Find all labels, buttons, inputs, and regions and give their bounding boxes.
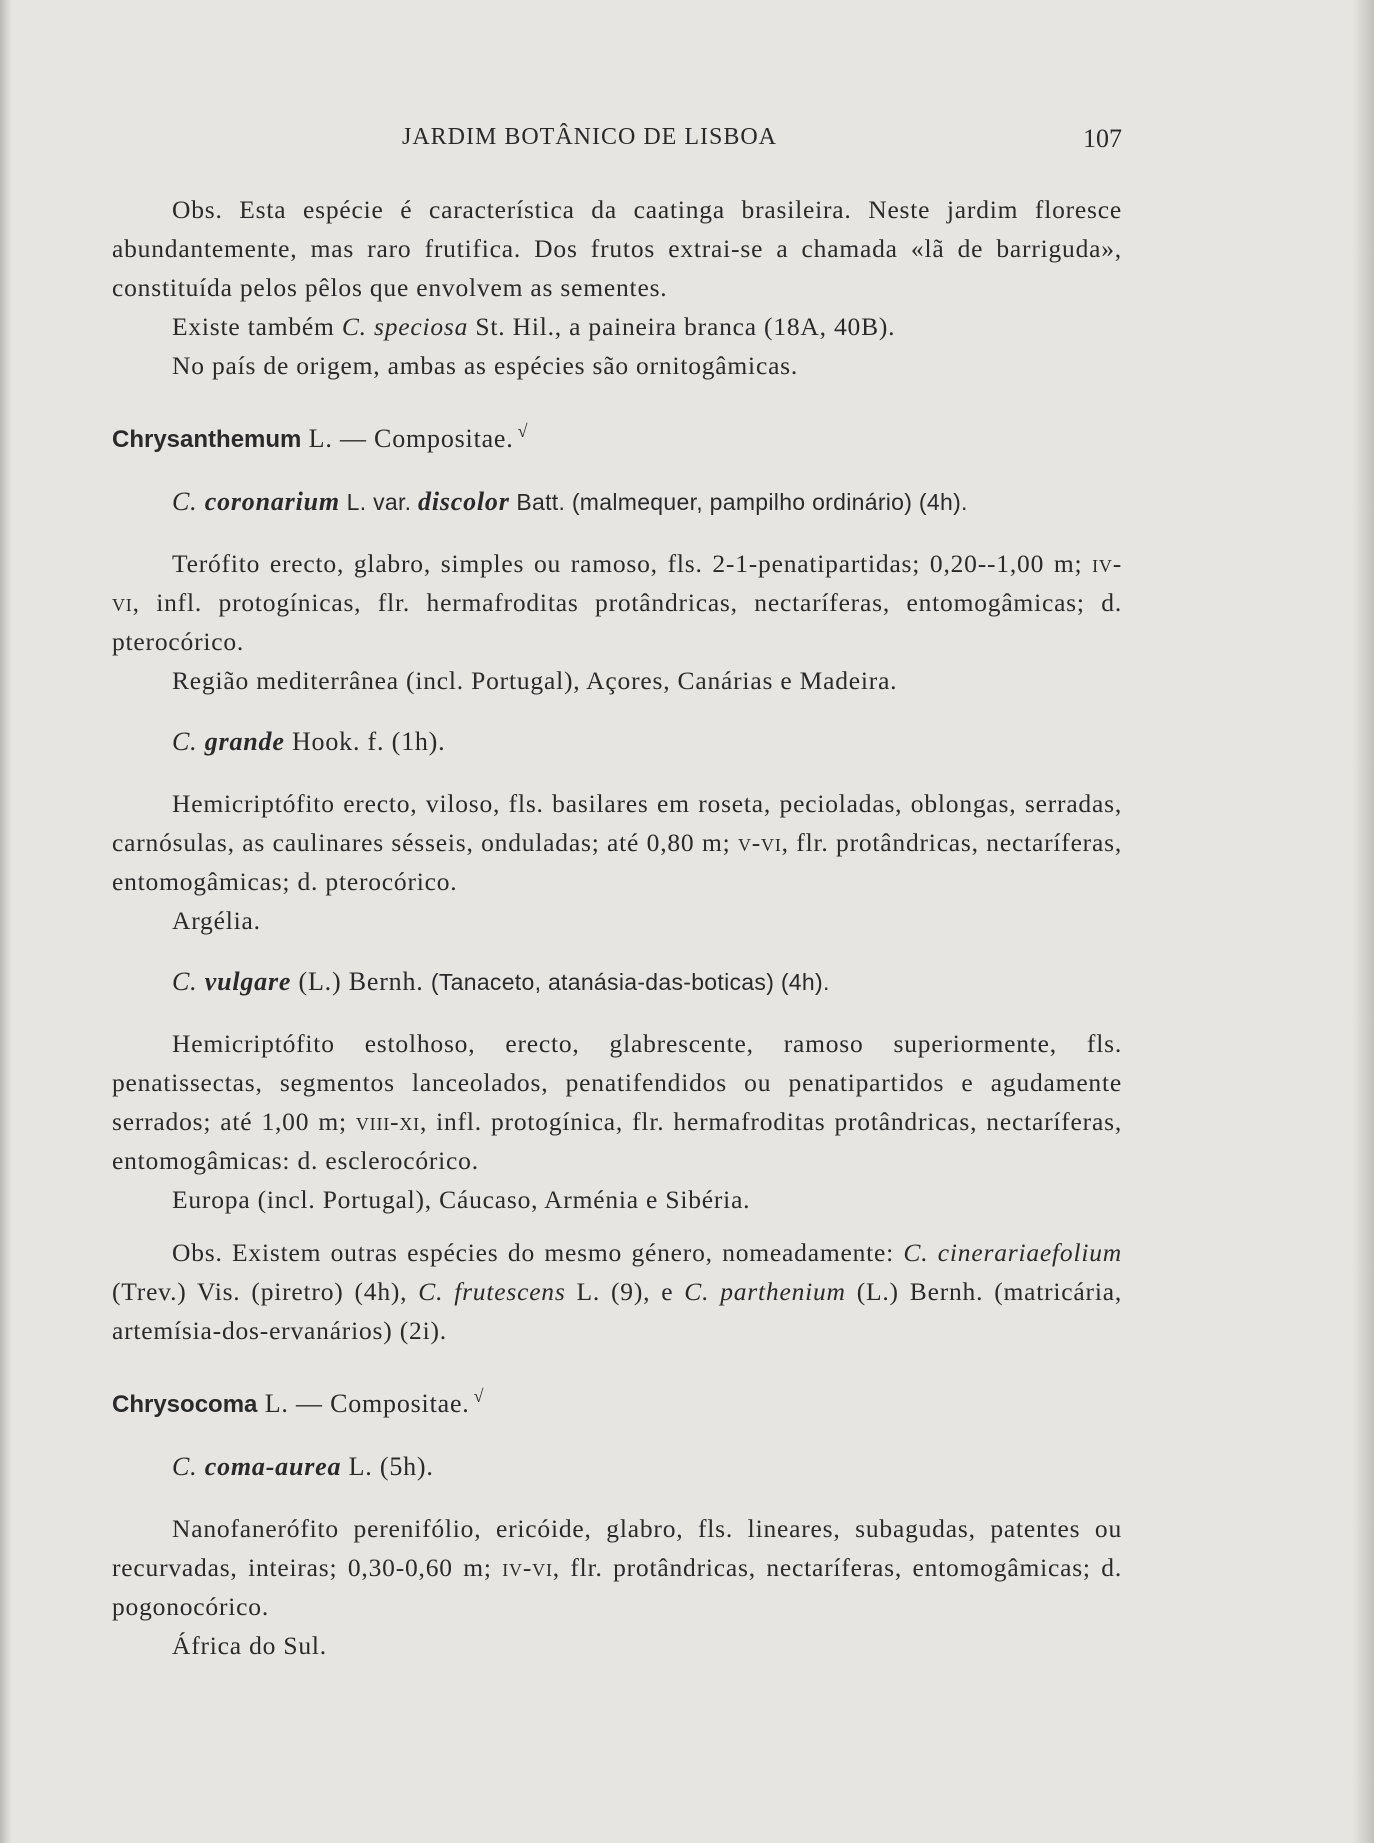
obs2-part2: (Trev.) Vis. (piretro) (4h),	[112, 1277, 419, 1306]
species-description	[112, 544, 1122, 661]
obs2-part4: (L.) Bernh. (matricária, artemísia-dos-ervanários) (2i).	[112, 1277, 1122, 1345]
species-heading-grande	[112, 722, 1122, 762]
species-epithet: grande	[204, 727, 285, 756]
also-paragraph	[112, 307, 1122, 346]
page-number: 107	[1083, 124, 1122, 153]
obs2-part3: L. (9), e	[565, 1277, 685, 1306]
obs2-part1: Obs. Existem outras espécies do mesmo género, nomeadamente:	[172, 1238, 904, 1267]
species-author: Hook. f. (1h).	[284, 727, 446, 756]
page-edge-right	[1352, 0, 1374, 1843]
species-description	[112, 784, 1122, 901]
species-genus-abbr: C.	[172, 487, 205, 516]
obs2-species1: C. cinerariaefolium	[903, 1238, 1122, 1267]
desc-part1: Hemicriptófito estolhoso, erecto, glabrescente, ramoso superiormente, fls. penatissectas, segmentos lanceolados, penatifendidos ou penatipartidos e agudamente serrados; até 1,00 m;	[112, 1029, 1122, 1136]
species-genus-abbr: C.	[172, 727, 205, 756]
desc-part2: , flr. protândricas, nectaríferas, entomogâmicas; d. pogonocórico.	[112, 1553, 1123, 1621]
species-variety: discolor	[418, 487, 510, 516]
obs2-species2: C. frutescens	[418, 1277, 566, 1306]
flowering-months: iv-vi	[112, 549, 1122, 617]
species-common-names: Batt. (malmequer, pampilho ordinário) (4h).	[509, 489, 968, 515]
desc-part1: Hemicriptófito erecto, viloso, fls. basilares em roseta, pecioladas, oblongas, serradas, carnósulas, as caulinares sésseis, onduladas; até 0,80 m;	[112, 789, 1122, 857]
obs2-species3: C. parthenium	[684, 1277, 846, 1306]
species-region: Argélia.	[172, 906, 261, 935]
obs2-paragraph	[112, 1233, 1122, 1350]
running-head	[112, 118, 1122, 168]
page-content	[112, 118, 1122, 1665]
species-epithet: vulgare	[204, 967, 292, 996]
genus-heading-chrysocoma	[112, 1376, 1122, 1425]
species-genus-abbr: C.	[172, 967, 205, 996]
species-genus-abbr: C.	[172, 1452, 205, 1481]
check-mark-icon: √	[517, 421, 529, 441]
flowering-months: viii-xi	[355, 1107, 420, 1136]
desc-part2: , infl. protogínicas, flr. hermafroditas protândricas, nectaríferas, entomogâmicas; d. pterocórico.	[112, 588, 1122, 656]
species-description	[112, 1509, 1122, 1626]
desc-part1: Terófito erecto, glabro, simples ou ramoso, fls. 2-1-penatipartidas; 0,20--1,00 m;	[172, 549, 1093, 578]
also-post: St. Hil., a paineira branca (18A, 40B).	[468, 312, 896, 341]
obs-paragraph: Obs. Esta espécie é característica da caatinga brasileira. Neste jardim floresce abundantemente, mas raro frutifica. Dos frutos extrai-se a chamada «lã de barriguda», constituída pelos pêlos que envolvem as sementes.	[112, 195, 1122, 302]
species-description	[112, 1024, 1122, 1180]
genus-author: L. — Compositae.	[257, 1389, 470, 1418]
genus-heading-chrysanthemum	[112, 411, 1122, 460]
running-head-title: JARDIM BOTÂNICO DE LISBOA	[402, 124, 778, 150]
flowering-months: iv-vi	[502, 1553, 553, 1582]
origin-paragraph: No país de origem, ambas as espécies são ornitogâmicas.	[172, 351, 799, 380]
genus-name: Chrysocoma	[112, 1391, 258, 1418]
species-region: Europa (incl. Portugal), Cáucaso, Arménia e Sibéria.	[172, 1185, 751, 1214]
species-epithet: coma-aurea	[204, 1452, 342, 1481]
species-author: (L.) Bernh.	[291, 967, 431, 996]
species-heading-coronarium	[112, 482, 1122, 522]
desc-part2: , flr. protândricas, nectaríferas, entomogâmicas; d. pterocórico.	[112, 828, 1122, 896]
species-author: L. (5h).	[341, 1452, 434, 1481]
also-species: C. speciosa	[341, 312, 469, 341]
also-pre: Existe também	[172, 312, 342, 341]
species-author: L. var.	[339, 489, 419, 515]
species-heading-coma-aurea	[112, 1447, 1122, 1487]
flowering-months: v-vi	[737, 828, 782, 857]
genus-name: Chrysanthemum	[112, 426, 302, 453]
species-heading-vulgare	[112, 962, 1122, 1002]
desc-part2: , infl. protogínica, flr. hermafroditas protândricas, nectaríferas, entomogâmicas: d. esclerocórico.	[112, 1107, 1122, 1175]
check-mark-icon: √	[473, 1386, 485, 1406]
species-common-names: (Tanaceto, atanásia-das-boticas) (4h).	[430, 969, 830, 995]
page-edge-left	[0, 0, 12, 1843]
desc-part1: Nanofanerófito perenifólio, ericóide, glabro, fls. lineares, subagudas, patentes ou recurvadas, inteiras; 0,30-0,60 m;	[112, 1514, 1122, 1582]
genus-author: L. — Compositae.	[301, 424, 514, 453]
species-region: Região mediterrânea (incl. Portugal), Açores, Canárias e Madeira.	[172, 666, 898, 695]
species-epithet: coronarium	[204, 487, 340, 516]
species-region: África do Sul.	[172, 1631, 327, 1660]
